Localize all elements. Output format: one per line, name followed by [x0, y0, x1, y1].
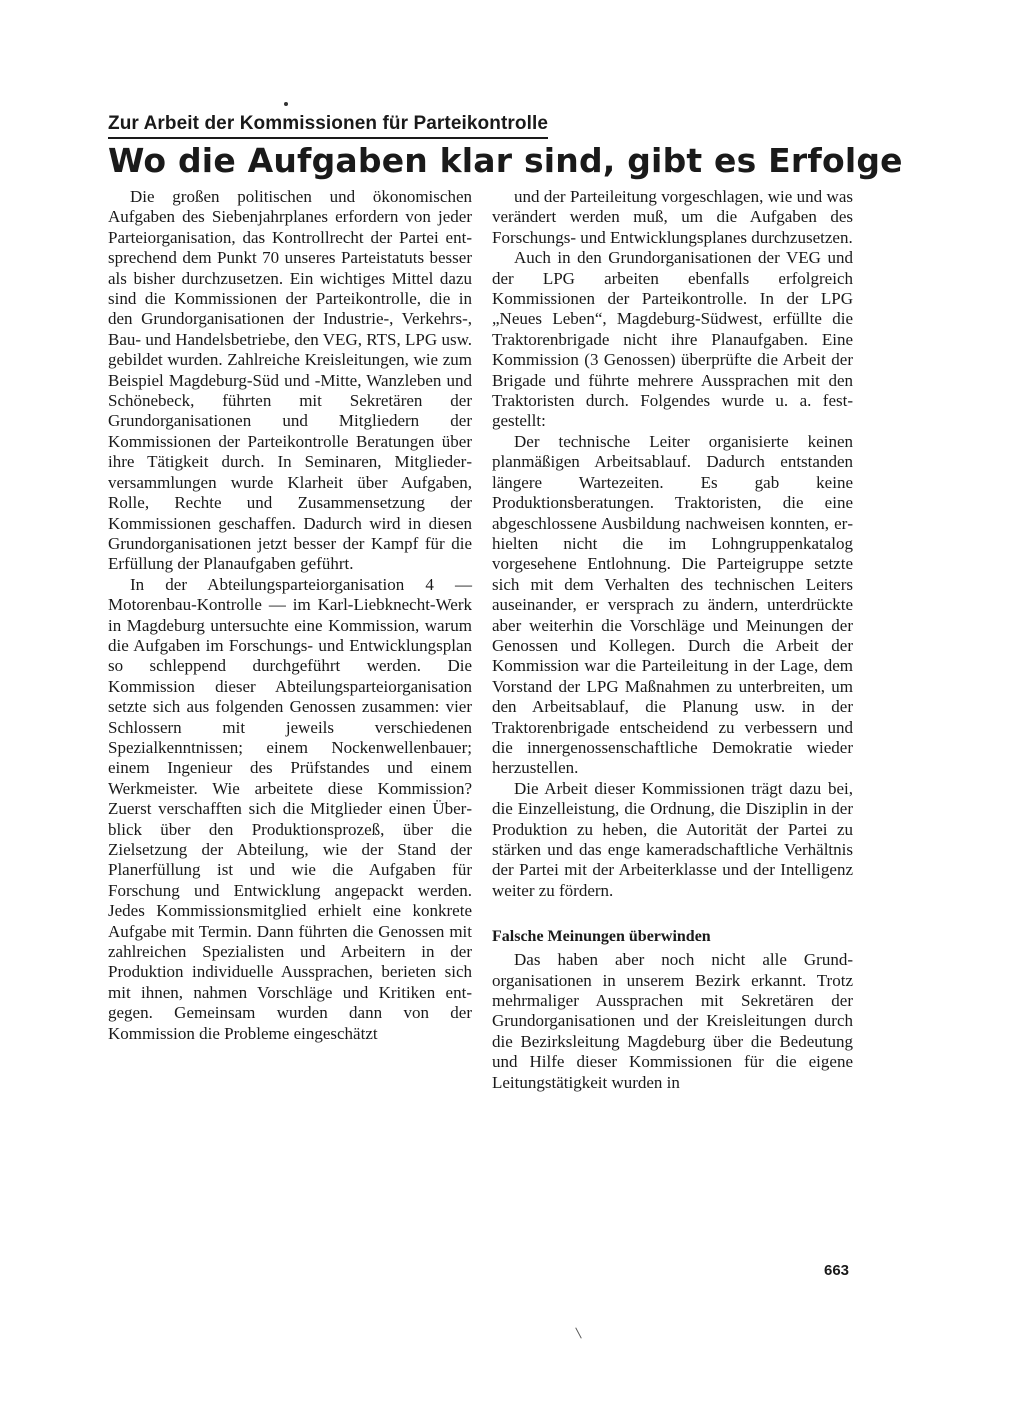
paragraph: Der technische Leiter organisierte keinen planmäßigen Arbeitsablauf. Dadurch entstanden längere Wartezeiten. Es gab keine Produktionsberatungen. Traktoristen, die eine abgeschlossene Ausbildung nachweisen konnten, erhielten nicht die im Lohngruppenkatalog vorgesehene Entlohnung. Die Parteigruppe setzte sich mit dem Verhalten des technischen Leiters auseinander, er versprach zu ändern, unterdrückte aber weiterhin die Vorschläge und Meinungen der Genossen und Kollegen. Durch die Arbeit der Kommission war die Parteileitung in der Lage, dem Vorstand der LPG Maßnahmen zu unterbreiten, um den Arbeitsablauf, die Planung usw. in der Traktorenbrigade entscheidend zu verbessern und die innergenossenschaftliche Demokratie wieder herzustellen.	[492, 431, 853, 778]
paragraph: und der Parteileitung vorgeschlagen, wie und was verändert werden muß, um die Aufgaben des Forschungs- und Entwicklungsplanes durchzusetzen.	[492, 187, 853, 247]
print-speck	[284, 102, 288, 106]
page-number: 663	[824, 1262, 850, 1279]
paragraph: Die großen politischen und ökonomischen Aufgaben des Siebenjahrplanes erfordern von jeder Parteiorganisation, das Kontrollrecht der Partei entsprechend dem Punkt 70 unseres Parteistatuts besser als bisher durchzusetzen. Ein wichtiges Mittel dazu sind die Kommissionen der Parteikontrolle, die in den Grundorganisationen der Industrie-, Verkehrs-, Bau- und Handelsbetriebe, den VEG, RTS, LPG usw. gebildet wurden. Zahlreiche Kreisleitungen, wie zum Beispiel Magdeburg-Süd und -Mitte, Wanzleben und Schönebeck, führten mit Sekretären der Grundorganisationen und Mitgliedern der Kommissionen der Parteikontrolle Beratungen über ihre Tätigkeit durch. In Seminaren, Mitgliederversammlungen wurde Klarheit über Aufgaben, Rolle, Rechte und Zusammensetzung der Kommissionen geschaffen. Dadurch wird in diesen Grundorganisationen jetzt besser der Kampf für die Erfüllung der Planaufgaben geführt.	[108, 187, 472, 574]
left-column	[108, 187, 472, 1044]
article-header	[108, 112, 903, 181]
right-column	[492, 187, 853, 1093]
paragraph: Die Arbeit dieser Kommissionen trägt dazu bei, die Einzelleistung, die Ordnung, die Disziplin in der Produktion zu heben, die Autorität der Partei zu stärken und das enge kameradschaftliche Verhältnis der Partei mit der Arbeiterklasse und der Intelligenz weiter zu fördern.	[492, 778, 853, 900]
paragraph: Das haben aber noch nicht alle Grundorganisationen in unserem Bezirk erkannt. Trotz mehrmaliger Aussprachen mit Sekretären der Grundorganisationen und der Kreisleitungen durch die Bezirksleitung Magdeburg über die Bedeutung und Hilfe dieser Kommissionen für die eigene Leitungstätigkeit wurden in	[492, 950, 853, 1092]
article-kicker: Zur Arbeit der Kommissionen für Parteikontrolle	[108, 112, 548, 139]
paragraph: Auch in den Grundorganisationen der VEG und der LPG arbeiten ebenfalls erfolgreich Kommissionen der Parteikontrolle. In der LPG „Neues Leben“, Magdeburg-Südwest, erfüllte die Traktorenbrigade nicht ihre Planaufgaben. Eine Kommission (3 Genossen) überprüfte die Arbeit der Brigade und führte mehrere Aussprachen mit den Traktoristen durch. Folgendes wurde u. a. festgestellt:	[492, 248, 853, 431]
article-headline: Wo die Aufgaben klar sind, gibt es Erfolge	[108, 141, 903, 180]
print-mark	[575, 1327, 582, 1338]
paragraph: In der Abteilungsparteiorganisation 4 — Motorenbau-Kontrolle — im Karl-Liebknecht-Werk in Magdeburg untersuchte eine Kommission, warum die Aufgaben im Forschungs- und Entwicklungsplan so schleppend durchgeführt werden. Die Kommission dieser Abteilungsparteiorganisation setzte sich aus folgenden Genossen zusammen: vier Schlossern mit jeweils verschiedenen Spezialkenntnissen; einem Nockenwellenbauer; einem Ingenieur des Prüfstandes und einem Werkmeister. Wie arbeitete diese Kommission? Zuerst verschafften sich die Mitglieder einen Überblick über den Produktionsprozeß, über die Zielsetzung der Abteilung, wie der Stand der Planerfüllung ist und wie die Aufgaben für Forschung und Entwicklung angepackt werden. Jedes Kommissionsmitglied erhielt eine konkrete Aufgabe mit Termin. Dann führten die Genossen mit zahlreichen Spezialisten und Arbeitern in der Produktion individuelle Aussprachen, berieten sich mit ihnen, nahmen Vorschläge und Kritiken entgegen. Gemeinsam wurden dann von der Kommission die Probleme eingeschätzt	[108, 574, 472, 1043]
section-subheading: Falsche Meinungen überwinden	[492, 928, 711, 946]
